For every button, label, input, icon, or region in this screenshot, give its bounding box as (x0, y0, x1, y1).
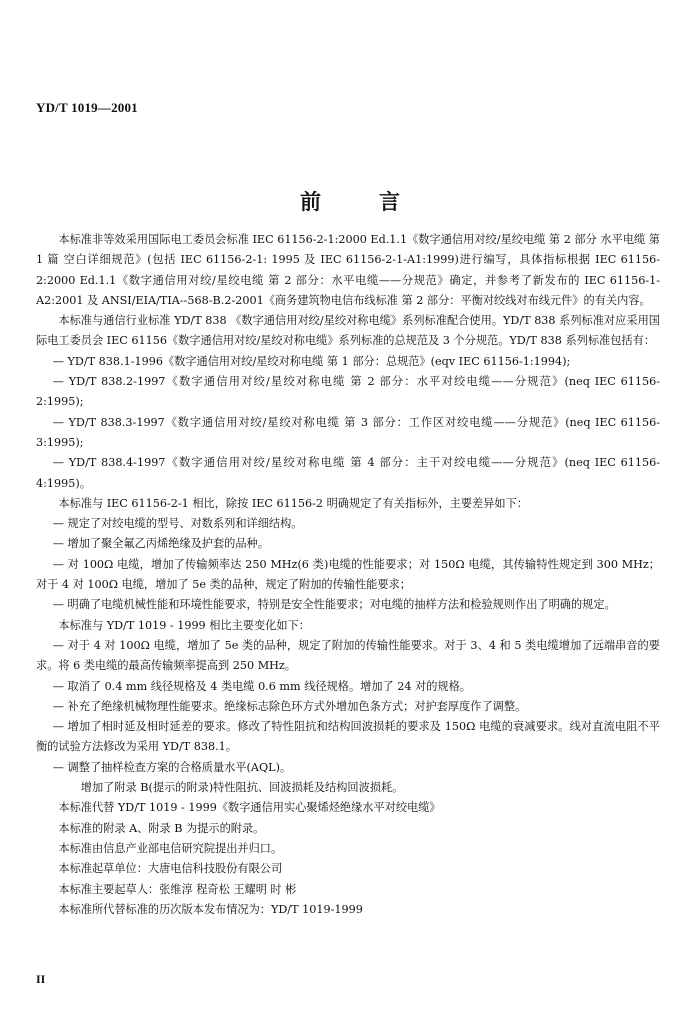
list-item: — YD/T 838.4-1997《数字通信用对绞/星绞对称电缆 第 4 部分：主干对绞电缆——分规范》(neq IEC 61156-4:1995)。 (36, 456, 660, 490)
list-item: — YD/T 838.2-1997《数字通信用对绞/星绞对称电缆 第 2 部分：水平对绞电缆——分规范》(neq IEC 61156-2:1995); (36, 375, 660, 409)
list-item: — 补充了绝缘机械物理性能要求。绝缘标志除色环方式外增加色条方式；对护套厚度作了调整。 (52, 699, 527, 713)
paragraph: 增加了附录 B(提示的附录)特性阻抗、回波损耗及结构回波损耗。 (80, 781, 404, 795)
standard-code: YD/T 1019—2001 (36, 100, 138, 115)
paragraph: 本标准与 IEC 61156-2-1 相比，除按 IEC 61156-2 明确规定了有关指标外，主要差异如下： (58, 496, 528, 510)
list-item: — 对于 4 对 100Ω 电缆，增加了 5e 类的品种，规定了附加的传输性能要求。对于 3、4 和 5 类电缆增加了远端串音的要求。将 6 类电缆的最高传输频率提高到 250 MHz。 (36, 638, 660, 673)
paragraph: 本标准所代替标准的历次版本发布情况为：YD/T 1019-1999 (58, 902, 363, 916)
list-item: — 增加了相时延及相时延差的要求。修改了特性阻抗和结构回波损耗的要求及 150Ω 电缆的衰减要求。线对直流电阻不平衡的试验方法修改为采用 YD/T 838.1。 (36, 720, 660, 754)
paragraph: 本标准代替 YD/T 1019 - 1999《数字通信用实心聚烯烃绝缘水平对绞电缆》 (58, 801, 441, 815)
foreword-body (36, 230, 660, 920)
list-item: — YD/T 838.1-1996《数字通信用对绞/星绞对称电缆 第 1 部分：总规范》(eqv IEC 61156-1:1994); (52, 354, 571, 368)
paragraph: 本标准主要起草人：张维淳 程奇松 王耀明 时 彬 (58, 882, 297, 896)
page-number: II (36, 972, 46, 986)
paragraph: 本标准的附录 A、附录 B 为提示的附录。 (58, 821, 265, 835)
page-title: 前言 (300, 189, 458, 214)
list-item: — 对 100Ω 电缆，增加了传输频率达 250 MHz(6 类)电缆的性能要求；对 150Ω 电缆，其传输特性规定到 300 MHz；对于 4 对 100Ω 电缆，增加了 5e 类的品种，规定了附加的传输性能要求； (36, 557, 660, 592)
list-item: — YD/T 838.3-1997《数字通信用对绞/星绞对称电缆 第 3 部分：工作区对绞电缆——分规范》(neq IEC 61156-3:1995); (36, 415, 660, 449)
paragraph: 本标准非等效采用国际电工委员会标准 IEC 61156-2-1:2000 Ed.1.1《数字通信用对绞/星绞电缆 第 2 部分 水平电缆 第 1 篇 空白详细规范》(包括 IEC 61156-2-1: 1995 及 IEC 61156-2-1-A1:1999)进行编写，具体指标根据 IEC 61156-2:2000 Ed.1.1《数字通信用对绞/星绞电缆 第 2 部分：水平电缆——分规范》确定，并参考了新发布的 IEC 61156-1-A2:2001 及 ANSI/EIA/TIA--568-B.2-2001《商务建筑物电信布线标准 第 2 部分：平衡对绞线对布线元件》的有关内容。 (36, 233, 660, 307)
paragraph: 本标准起草单位：大唐电信科技股份有限公司 (58, 862, 283, 876)
list-item: — 规定了对绞电缆的型号、对数系列和详细结构。 (52, 517, 303, 531)
list-item: — 明确了电缆机械性能和环境性能要求，特别是安全性能要求；对电缆的抽样方法和检验规则作出了明确的规定。 (52, 598, 616, 612)
list-item: — 增加了聚全氟乙丙烯绝缘及护套的品种。 (52, 537, 269, 551)
paragraph: 本标准与通信行业标准 YD/T 838 《数字通信用对绞/星绞对称电缆》系列标准配合使用。YD/T 838 系列标准对应采用国际电工委员会 IEC 61156《数字通信用对绞/星绞对称电缆》系列标准的总规范及 3 个分规范。YD/T 838 系列标准包括有： (36, 314, 660, 348)
paragraph: 本标准与 YD/T 1019 - 1999 相比主要变化如下： (58, 618, 310, 632)
list-item: — 调整了抽样检查方案的合格质量水平(AQL)。 (52, 760, 292, 774)
paragraph: 本标准由信息产业部电信研究院提出并归口。 (58, 841, 283, 855)
list-item: — 取消了 0.4 mm 线径规格及 4 类电缆 0.6 mm 线径规格。增加了 24 对的规格。 (52, 679, 471, 693)
